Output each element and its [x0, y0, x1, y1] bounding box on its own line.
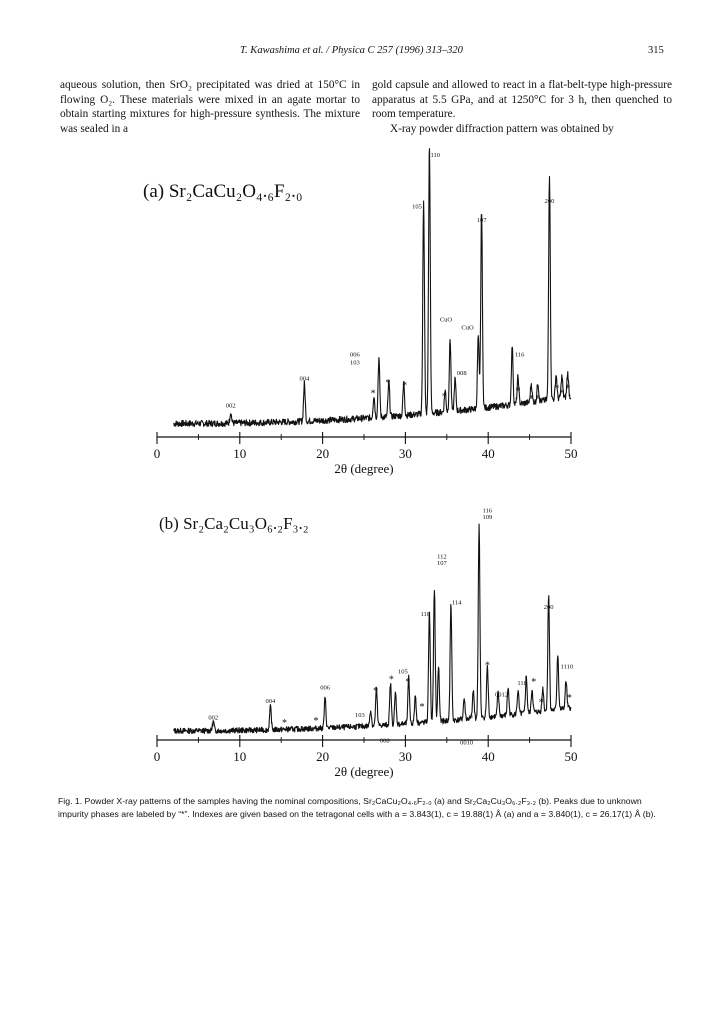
impurity-marker: *	[565, 383, 571, 395]
x-tick-label: 20	[316, 446, 330, 461]
x-tick-label: 0	[153, 446, 161, 461]
x-tick-label: 30	[398, 749, 412, 764]
impurity-marker: *	[515, 385, 521, 397]
peak-label: 200	[544, 197, 555, 205]
x-tick-label: 40	[481, 749, 495, 764]
impurity-marker: *	[554, 383, 560, 395]
peak-label: CuO	[461, 324, 474, 332]
peak-label: 103	[354, 712, 365, 719]
running-title: T. Kawashima et al. / Physica C 257 (1996) 313–320	[240, 45, 463, 56]
peak-label: 002	[225, 402, 236, 410]
peak-label: 1110	[560, 663, 574, 671]
peak-label: 107	[436, 560, 447, 568]
right-column-paragraph-1: gold capsule and allowed to react in a flat-belt-type high-pressure apparatus at 5.5 GPa, and at 1250°C for 3 h, then quenched to room temperature.	[372, 79, 672, 121]
impurity-marker: *	[313, 715, 319, 727]
peak-label: 004	[299, 375, 310, 383]
peak-label: 103	[350, 359, 360, 367]
x-tick-label: 20	[316, 749, 330, 764]
panel-b-chart	[154, 507, 578, 779]
x-tick-label: 50	[564, 446, 578, 461]
peak-label: 110	[420, 610, 431, 618]
peak-label: 118	[517, 679, 527, 687]
peak-label: 116	[482, 507, 493, 515]
peak-label: 110	[430, 152, 440, 160]
right-column-paragraph-2: X-ray powder diffraction pattern was obtained by	[390, 122, 614, 135]
peak-label: CuO	[439, 316, 453, 324]
peak-label: 105	[398, 668, 408, 676]
peak-label: 114	[451, 599, 462, 607]
peak-label: 004	[265, 698, 276, 706]
impurity-marker: *	[566, 692, 572, 704]
impurity-marker: *	[385, 377, 391, 389]
impurity-marker: *	[370, 388, 376, 400]
x-tick-label: 50	[564, 749, 578, 764]
peak-label: 008	[456, 370, 467, 378]
peak-label: 200	[543, 603, 554, 611]
figure-caption	[58, 795, 668, 820]
peak-label: 0012	[494, 691, 508, 699]
x-tick-label: 0	[153, 749, 161, 764]
panel-a-chart	[143, 149, 578, 476]
impurity-marker: *	[528, 394, 534, 406]
impurity-marker: *	[405, 676, 411, 688]
x-axis-label: 2θ (degree)	[334, 764, 394, 779]
x-axis-label: 2θ (degree)	[334, 461, 394, 476]
impurity-marker: *	[402, 380, 408, 392]
impurity-marker: *	[373, 686, 379, 697]
x-tick-label: 10	[233, 749, 247, 764]
peak-label: 006	[320, 684, 330, 692]
x-tick-label: 30	[398, 446, 412, 461]
impurity-marker: *	[535, 394, 541, 406]
page-number: 315	[648, 45, 664, 56]
chart-title: (a) Sr₂CaCu₂O₄.₆F₂.₀	[143, 181, 303, 202]
peak-label: 107	[476, 216, 487, 224]
peak-label: 008	[379, 737, 390, 745]
impurity-marker: *	[468, 713, 474, 725]
impurity-marker: *	[484, 660, 490, 672]
chart-title: (b) Sr₂Ca₂Cu₃O₆.₂F₃.₂	[159, 514, 309, 533]
x-tick-label: 10	[233, 446, 247, 461]
impurity-marker: *	[531, 676, 537, 688]
peak-label: 0010	[460, 739, 474, 747]
peak-label: 112	[437, 553, 447, 561]
impurity-marker: *	[441, 391, 447, 403]
x-tick-label: 40	[481, 446, 495, 461]
peak-label: 002	[208, 714, 219, 722]
peak-label: 116	[514, 351, 525, 359]
diffraction-trace	[174, 524, 571, 733]
peak-label: 105	[412, 203, 422, 211]
left-column-text: aqueous solution, then SrO₂ precipitated was dried at 150°C in flowing O₂. These materials were mixed in an agate mortar to obtain starting mixtures for high-pressure synthesis. The mixture was sealed in a	[60, 79, 360, 135]
impurity-marker: *	[559, 388, 565, 400]
impurity-marker: *	[419, 702, 425, 714]
caption-text: Fig. 1. Powder X-ray patterns of the samples having the nominal compositions, Sr₂CaCu₂O₄.₆F₂.₀ (a) and Sr₂Ca₂Cu₃O₆.₂F₃.₂ (b). Peaks due to unknown impurity phases are labeled by “*”. Indexes are given based on the tetragonal cells with a = 3.843(1), c = 19.88(1) Å (a) and a = 3.840(1), c = 26.17(1) Å (b).	[58, 796, 656, 819]
peak-label: 006	[350, 351, 360, 359]
impurity-marker: *	[388, 674, 394, 686]
impurity-marker: *	[282, 718, 288, 730]
peak-label: 109	[482, 514, 493, 522]
impurity-marker: *	[538, 697, 544, 709]
